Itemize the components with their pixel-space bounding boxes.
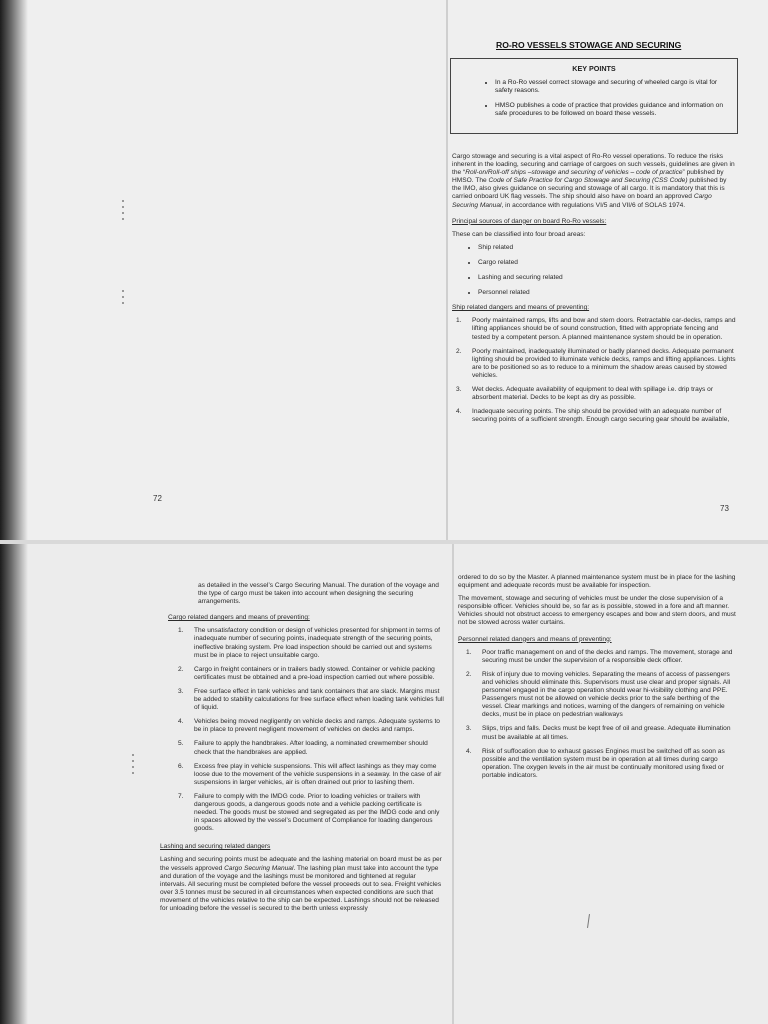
cargo-related-item: 6. Excess free play in vehicle suspensions. This will affect lashings as they may come loose due to the movement of the vehicle suspensions in a seaway. In the case of air suspensions in larger vehicles, air is often drained out prior to lashing them. xyxy=(178,762,442,786)
sources-heading: Principal sources of danger on board Ro-Ro vessels: xyxy=(452,217,607,225)
cargo-related-item: 4. Vehicles being moved negligently on vehicle decks and ramps. Adequate systems to be in place to prevent negligent movement of vehicles on decks and ramps. xyxy=(178,718,440,734)
source-item: • Cargo related xyxy=(478,259,736,267)
margin-mark xyxy=(122,290,124,304)
ship-related-item: 1. Poorly maintained ramps, lifts and bow and stern doors. Retractable car-decks, ramps and lifting appliances should be of sound construction, fitted with appropriate fencing and tested by a competent person. A planned maintenance system should be in operation. xyxy=(456,317,736,341)
cargo-related-list xyxy=(160,627,444,833)
pencil-mark xyxy=(587,914,590,928)
source-item: • Lashing and securing related xyxy=(478,274,736,282)
sources-lead: These can be classified into four broad areas: xyxy=(452,230,586,238)
page-75-body xyxy=(458,574,740,786)
margin-mark xyxy=(132,754,134,774)
page-number-73: 73 xyxy=(720,504,729,513)
ship-related-item: 4. Inadequate securing points. The ship should be provided with an adequate number of securing points of a sufficient strength. Enough cargo securing gear should be available, xyxy=(456,408,730,424)
source-item: • Personnel related xyxy=(478,289,736,297)
binding-shadow xyxy=(0,0,28,540)
key-points-list xyxy=(461,79,727,118)
ship-related-list xyxy=(452,317,736,424)
page-spine xyxy=(446,0,448,540)
chapter-title: RO-RO VESSELS STOWAGE AND SECURING xyxy=(496,40,682,50)
key-point-item: • In a Ro-Ro vessel correct stowage and securing of wheeled cargo is vital for safety reasons. xyxy=(495,79,727,95)
personnel-related-item: 3. Slips, trips and falls. Decks must be kept free of oil and grease. Adequate illumination must be available at all times. xyxy=(466,725,731,741)
key-points-heading: KEY POINTS xyxy=(572,64,616,73)
cargo-related-item: 7. Failure to comply with the IMDG code. Prior to loading vehicles or trailers with dangerous goods, a dangerous goods note and a vehicle packing certificate is needed. The goods must be stowed and segregated as per the IMDG code and only in spaces allowed by the vessel’s Document of Compliance for loading dangerous goods. xyxy=(178,792,440,833)
personnel-related-heading: Personnel related dangers and means of preventing: xyxy=(458,635,612,643)
lashing-paragraph: Lashing and securing points must be adequate and the lashing material on board must be as per the vessels approved Cargo Securing Manual. The lashing plan must take into account the type and duration of the voyage and the lashings must be monitored and tightened at regular intervals. All securing must be completed before the vessel proceeds out to sea. Freight vehicles over 3.5 tonnes must be secured in all circumstances when expected conditions are such that movement of the vehicles relative to the ship can be expected. Lashings should not be released for unloading before the vessel is secured to the berth unless expressly xyxy=(160,856,442,912)
source-item: • Ship related xyxy=(478,244,736,252)
cargo-related-item: 1. The unsatisfactory condition or design of vehicles presented for shipment in terms of inadequate number of securing points, inadequate strength of the securing points, ineffective braking system. Pre load inspection should be carried out and systems must be in place to reject unsuitable cargo. xyxy=(178,627,440,659)
cargo-related-item: 5. Failure to apply the handbrakes. After loading, a nominated crewmember should check that the handbrakes are applied. xyxy=(178,740,428,756)
margin-mark xyxy=(122,200,124,224)
lashing-heading: Lashing and securing related dangers xyxy=(160,843,271,851)
page-73-body xyxy=(452,153,736,430)
bottom-spread xyxy=(0,544,768,1024)
sources-list xyxy=(452,244,736,297)
binding-shadow xyxy=(0,544,28,1024)
cargo-related-item: 2. Cargo in freight containers or in trailers badly stowed. Container or vehicle packing certificates must be obtained and a pre-load inspection carried out where possible. xyxy=(178,665,435,681)
ship-related-heading: Ship related dangers and means of preventing: xyxy=(452,304,590,312)
cargo-related-heading: Cargo related dangers and means of preventing: xyxy=(168,614,310,622)
ship-related-item: 3. Wet decks. Adequate availability of equipment to deal with spillage i.e. drip trays or absorbent material. Decks to be kept as dry as possible. xyxy=(456,385,714,402)
page-spine xyxy=(452,544,454,1024)
personnel-related-item: 1. Poor traffic management on and of the decks and ramps. The movement, storage and securing must be under the supervision of a responsible deck officer. xyxy=(466,648,733,664)
movement-paragraph: The movement, stowage and securing of vehicles must be under the close supervision of a responsible officer. Vehicles should be, so far as is possible, stowed in a fore and aft manner. Vehicles should not obstruct access to emergency escapes and bow and stern doors, and must not be stowed across water curtains. xyxy=(458,595,736,627)
cargo-related-item: 3. Free surface effect in tank vehicles and tank containers that are slack. Margins must be added to stability calculations for free surface effect when loading tank vehicles full of liquid. xyxy=(178,687,444,712)
personnel-related-item: 2. Risk of injury due to moving vehicles. Separating the means of access of passengers and vehicles should eliminate this. Supervisors must use clear and proper signals. All personnel engaged in the cargo operation should wear hi-visibility clothing and PPE. Passengers must not be allowed on vehicle decks prior to the safe berthing of the vessel. Clear markings and notices, warning of the dangers of remaining on vehicle decks, must be in place on pedestrian walkways xyxy=(466,670,731,719)
ship-related-item: 2. Poorly maintained, inadequately illuminated or badly planned decks. Adequate permanent lighting should be provided to illuminate vehicle decks, ramps and lifting appliances. Lights are to be positioned so as to reduce to a minimum the shadow areas caused by stowed vehicles. xyxy=(456,347,736,379)
continuation-paragraph: ordered to do so by the Master. A planned maintenance system must be in place for the lashing equipment and adequate records must be available for inspection. xyxy=(458,574,736,590)
intro-paragraph: Cargo stowage and securing is a vital aspect of Ro-Ro vessel operations. To reduce the risks inherent in the loading, securing and carriage of cargoes on such vessels, guidelines are given in the “Roll-on/Roll-off ships –stowage and securing of vehicles – code of practice” published by HMSO. The Code of Safe Practice for Cargo Stowage and Securing (CSS Code) published by the IMO, also gives guidance on securing and stowage of all cargo. It is mandatory that this is carried onboard UK flag vessels. The ship should also have on board an approved Cargo Securing Manual, in accordance with regulations VI/5 and VII/6 of SOLAS 1974. xyxy=(452,153,735,209)
personnel-related-item: 4. Risk of suffocation due to exhaust gasses Engines must be switched off as soon as possible and the ventilation system must be in operation at all times during cargo operation. The oxygen levels in the air must be continually monitored using fixed or portable indicators. xyxy=(466,747,725,779)
page-number-72: 72 xyxy=(153,494,162,503)
personnel-related-list xyxy=(458,649,740,780)
continuation-paragraph: as detailed in the vessel’s Cargo Securing Manual. The duration of the voyage and the type of cargo must be taken into account when designing the securing arrangements. xyxy=(198,582,439,606)
page-74-body xyxy=(160,582,444,918)
key-point-item: • HMSO publishes a code of practice that provides guidance and information on safe procedures to be followed on board these vessels. xyxy=(495,102,727,118)
key-points-box xyxy=(450,58,738,134)
